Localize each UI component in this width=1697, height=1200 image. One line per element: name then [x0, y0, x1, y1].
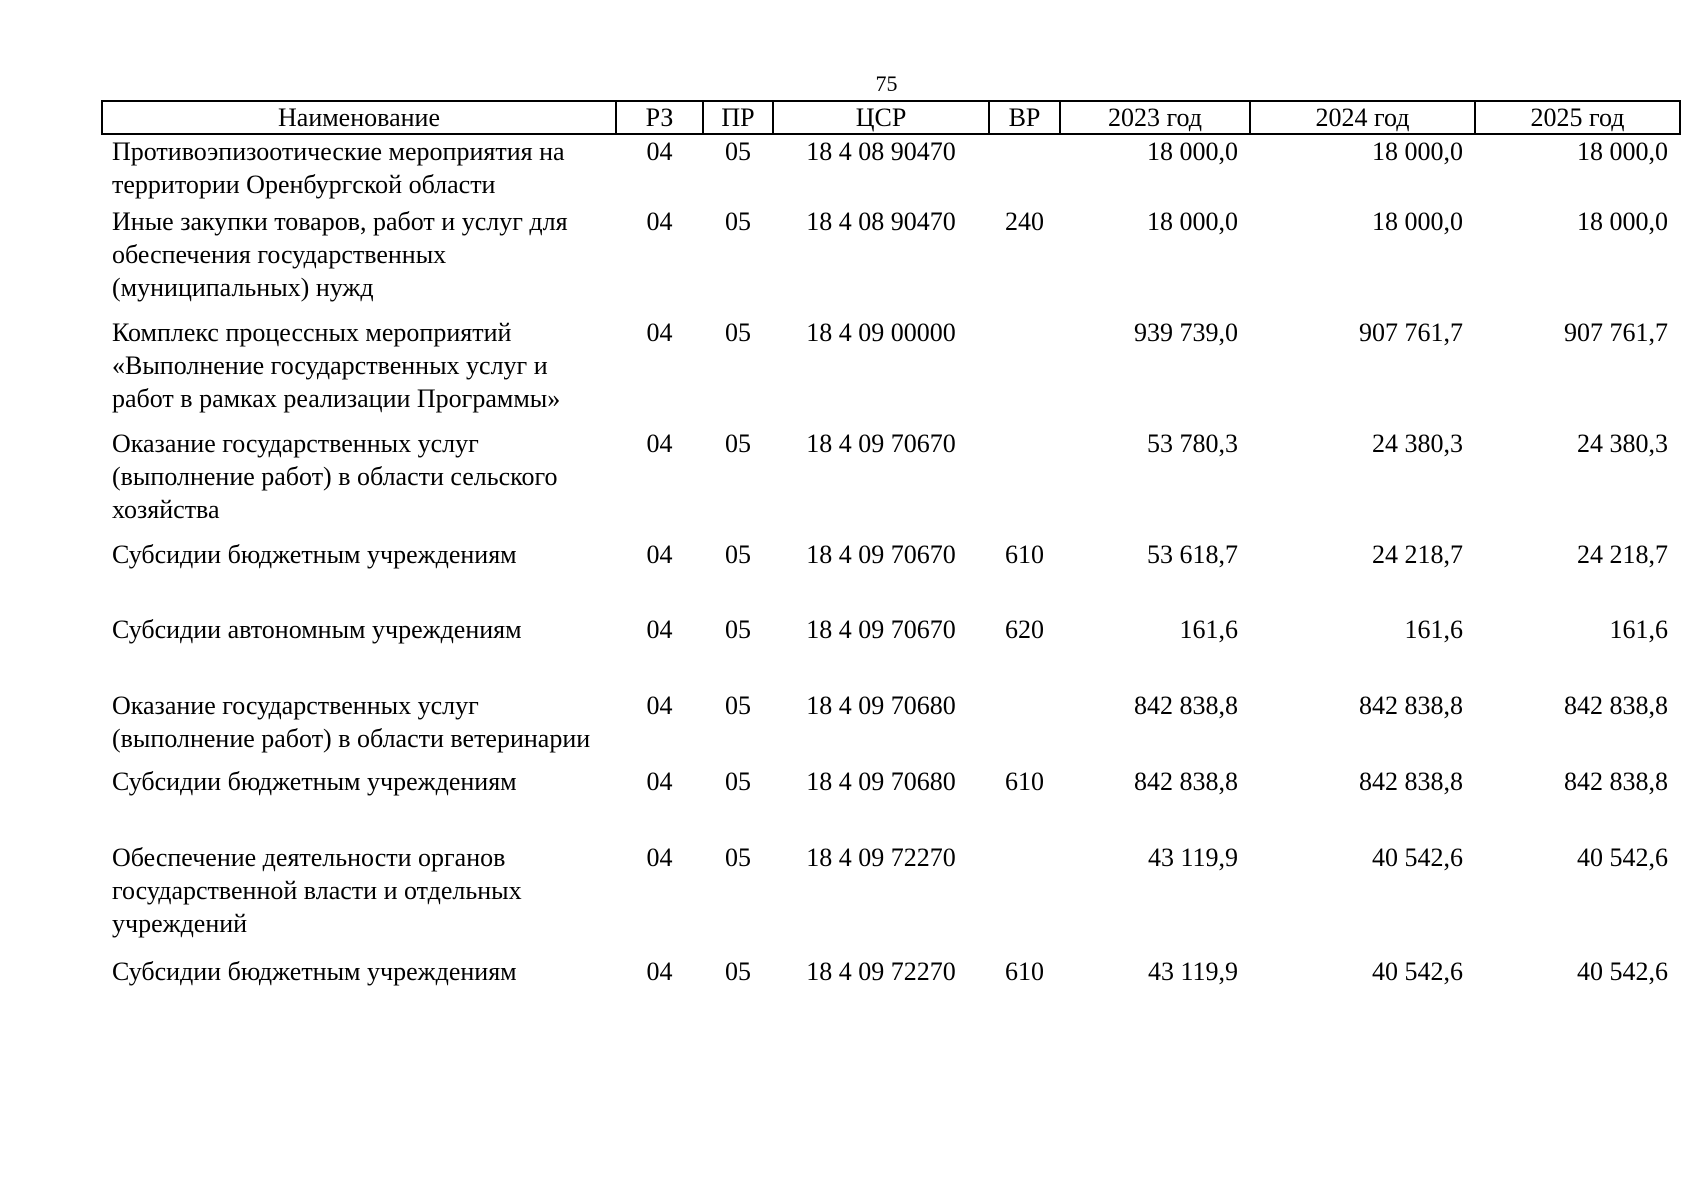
- header-name: Наименование: [102, 101, 616, 134]
- cell-2023: 18 000,0: [1147, 207, 1238, 236]
- cell-2023: 161,6: [1179, 615, 1238, 644]
- cell-2025: 907 761,7: [1564, 318, 1668, 347]
- cell-name: Субсидии бюджетным учреждениям: [112, 540, 517, 569]
- cell-name: Субсидии бюджетным учреждениям: [112, 957, 517, 986]
- cell-csr: 18 4 08 90470: [806, 137, 956, 166]
- table-row: [102, 134, 1680, 205]
- table-row: [102, 613, 1680, 689]
- cell-2024: 907 761,7: [1359, 318, 1463, 347]
- cell-csr: 18 4 09 00000: [806, 318, 956, 347]
- cell-pr: 05: [725, 137, 751, 166]
- cell-name: Противоэпизоотические мероприятия на территории Оренбургской области: [112, 137, 565, 199]
- cell-rz: 04: [646, 318, 673, 347]
- cell-2023: 18 000,0: [1147, 137, 1238, 166]
- cell-pr: 05: [725, 318, 751, 347]
- cell-vr: [989, 134, 1060, 205]
- cell-rz: 04: [646, 691, 673, 720]
- cell-2023: 842 838,8: [1134, 691, 1238, 720]
- table-row: [102, 427, 1680, 538]
- cell-csr: 18 4 09 70670: [806, 540, 956, 569]
- cell-rz: 04: [646, 843, 673, 872]
- cell-csr: 18 4 09 70670: [806, 429, 956, 458]
- cell-2025: 842 838,8: [1564, 691, 1668, 720]
- cell-2024: 18 000,0: [1372, 137, 1463, 166]
- cell-pr: 05: [725, 615, 751, 644]
- table-row: [102, 765, 1680, 841]
- cell-2024: 18 000,0: [1372, 207, 1463, 236]
- table-row: [102, 841, 1680, 955]
- cell-2023: 43 119,9: [1147, 843, 1238, 872]
- cell-name: Иные закупки товаров, работ и услуг для обеспечения государственных (муниципальных) нужд: [112, 207, 568, 302]
- cell-pr: 05: [725, 843, 751, 872]
- cell-pr: 05: [725, 207, 751, 236]
- cell-vr: [989, 689, 1060, 765]
- cell-2025: 18 000,0: [1577, 137, 1668, 166]
- cell-2023: 939 739,0: [1134, 318, 1238, 347]
- table-row: [102, 316, 1680, 427]
- cell-vr: [989, 427, 1060, 538]
- table-row: [102, 955, 1680, 995]
- cell-rz: 04: [646, 615, 673, 644]
- cell-name: Оказание государственных услуг (выполнение работ) в области сельского хозяйства: [112, 429, 558, 524]
- cell-2024: 40 542,6: [1372, 957, 1463, 986]
- cell-pr: 05: [725, 767, 751, 796]
- cell-2025: 842 838,8: [1564, 767, 1668, 796]
- cell-2025: 40 542,6: [1577, 957, 1668, 986]
- cell-csr: 18 4 09 70680: [806, 691, 956, 720]
- header-vr: ВР: [989, 101, 1060, 134]
- cell-rz: 04: [646, 767, 673, 796]
- table-row: [102, 689, 1680, 765]
- cell-vr: 610: [1005, 957, 1044, 986]
- cell-vr: 610: [1005, 767, 1044, 796]
- cell-csr: 18 4 08 90470: [806, 207, 956, 236]
- cell-2024: 161,6: [1404, 615, 1463, 644]
- cell-2024: 24 380,3: [1372, 429, 1463, 458]
- budget-table: [101, 100, 1681, 995]
- cell-pr: 05: [725, 429, 751, 458]
- page-number: 75: [875, 71, 898, 96]
- cell-name: Обеспечение деятельности органов государственной власти и отдельных учреждений: [112, 843, 522, 938]
- cell-vr: 610: [1005, 540, 1044, 569]
- cell-2025: 18 000,0: [1577, 207, 1668, 236]
- cell-pr: 05: [725, 957, 751, 986]
- header-2025: 2025 год: [1475, 101, 1680, 134]
- header-2024: 2024 год: [1250, 101, 1475, 134]
- cell-2023: 53 780,3: [1147, 429, 1238, 458]
- header-csr: ЦСР: [773, 101, 989, 134]
- cell-name: Субсидии бюджетным учреждениям: [112, 767, 517, 796]
- cell-rz: 04: [646, 429, 673, 458]
- cell-2024: 842 838,8: [1359, 767, 1463, 796]
- cell-2025: 161,6: [1609, 615, 1668, 644]
- cell-csr: 18 4 09 72270: [806, 843, 956, 872]
- header-pr: ПР: [703, 101, 773, 134]
- cell-rz: 04: [646, 207, 673, 236]
- table-body: [102, 134, 1680, 995]
- cell-2024: 40 542,6: [1372, 843, 1463, 872]
- cell-vr: [989, 841, 1060, 955]
- table-row: [102, 205, 1680, 316]
- cell-vr: [989, 316, 1060, 427]
- cell-name: Субсидии автономным учреждениям: [112, 615, 522, 644]
- cell-2023: 842 838,8: [1134, 767, 1238, 796]
- cell-name: Оказание государственных услуг (выполнение работ) в области ветеринарии: [112, 691, 591, 753]
- cell-2024: 24 218,7: [1372, 540, 1463, 569]
- cell-csr: 18 4 09 70670: [806, 615, 956, 644]
- cell-2023: 53 618,7: [1147, 540, 1238, 569]
- cell-2024: 842 838,8: [1359, 691, 1463, 720]
- cell-pr: 05: [725, 540, 751, 569]
- cell-rz: 04: [646, 957, 673, 986]
- cell-vr: 620: [1005, 615, 1044, 644]
- cell-vr: 240: [1005, 207, 1044, 236]
- cell-2023: 43 119,9: [1147, 957, 1238, 986]
- cell-rz: 04: [646, 137, 673, 166]
- header-row: [102, 101, 1680, 134]
- cell-rz: 04: [646, 540, 673, 569]
- cell-2025: 40 542,6: [1577, 843, 1668, 872]
- cell-2025: 24 218,7: [1577, 540, 1668, 569]
- header-2023: 2023 год: [1060, 101, 1250, 134]
- table-header: [102, 101, 1680, 134]
- cell-2025: 24 380,3: [1577, 429, 1668, 458]
- cell-name: Комплекс процессных мероприятий «Выполнение государственных услуг и работ в рамках реализации Программы»: [112, 318, 561, 413]
- table-row: [102, 538, 1680, 613]
- cell-csr: 18 4 09 70680: [806, 767, 956, 796]
- cell-csr: 18 4 09 72270: [806, 957, 956, 986]
- cell-pr: 05: [725, 691, 751, 720]
- header-rz: РЗ: [616, 101, 703, 134]
